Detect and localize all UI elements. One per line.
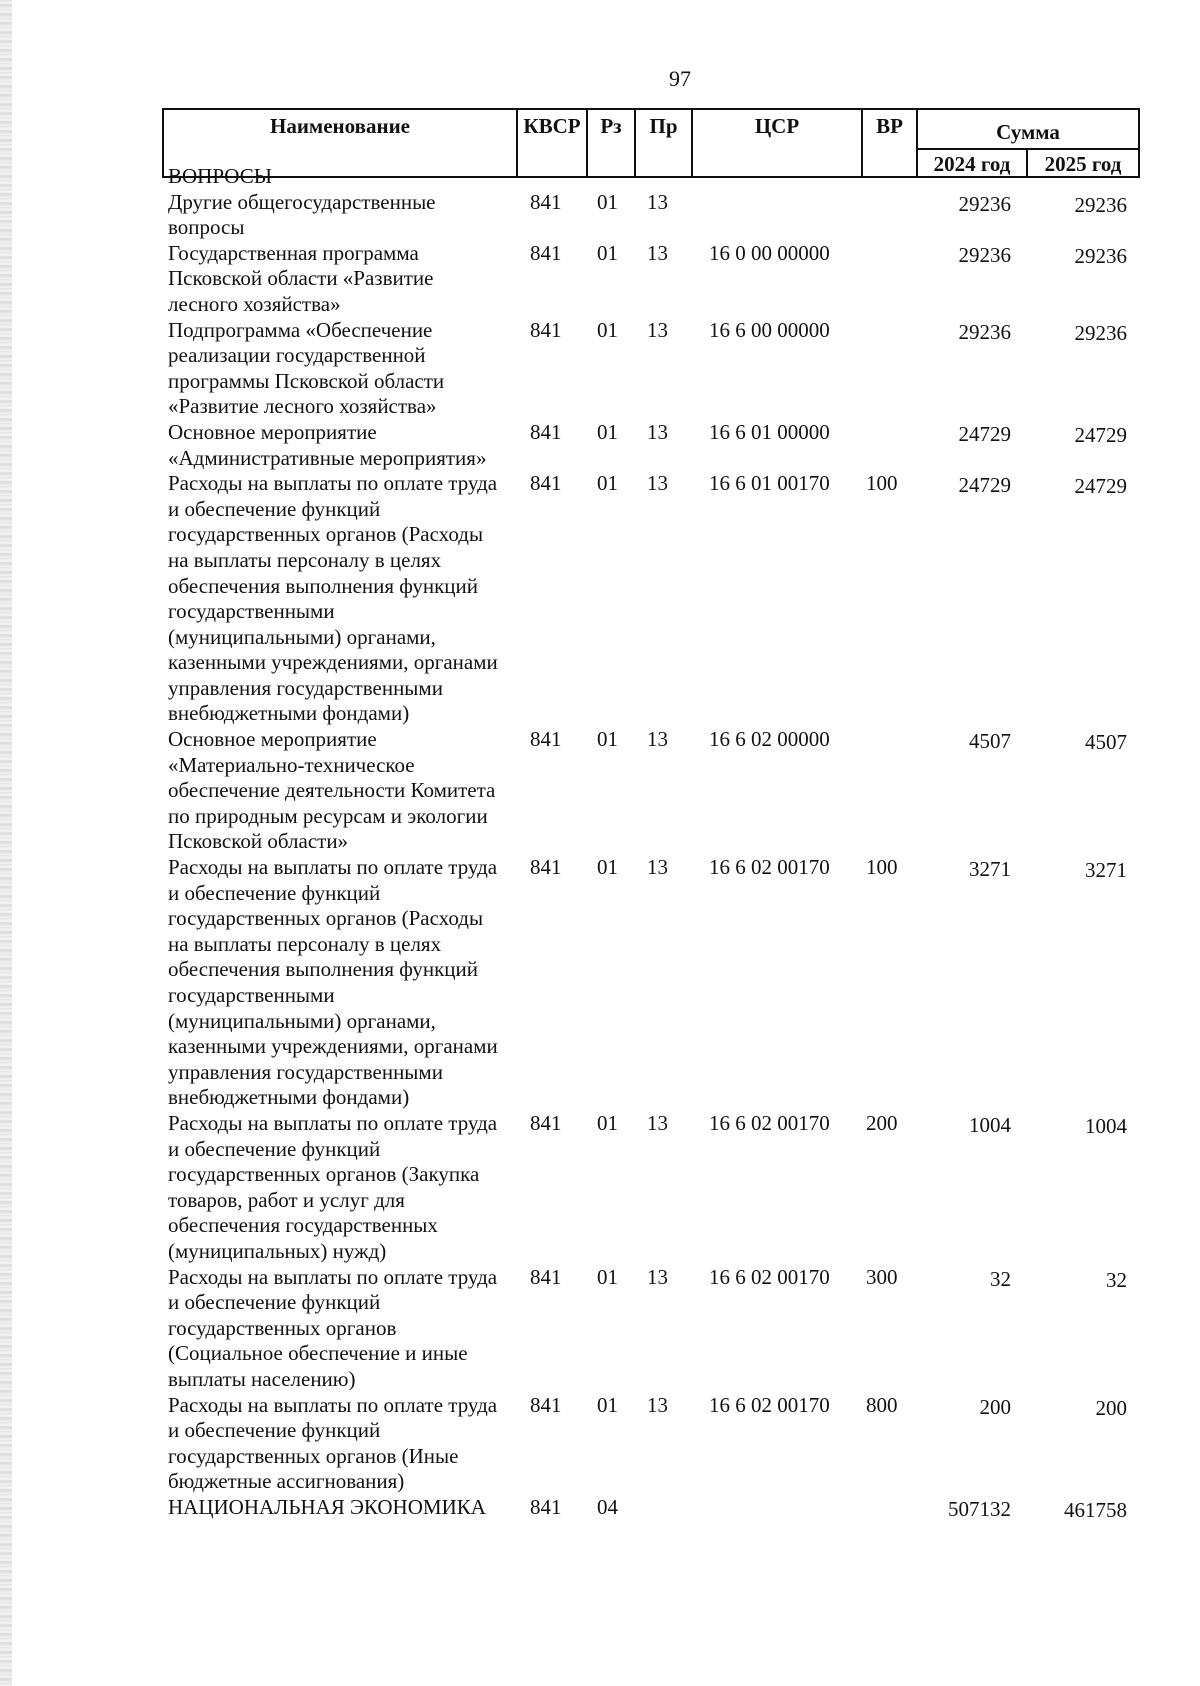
row-pr: 13 bbox=[647, 727, 668, 752]
row-csr: 16 6 02 00170 bbox=[709, 1264, 830, 1289]
row-csr: 16 6 02 00170 bbox=[709, 1110, 830, 1135]
row-pr: 13 bbox=[647, 1392, 668, 1417]
row-sum-2024: 29236 bbox=[958, 191, 1011, 216]
row-vr: 200 bbox=[866, 1110, 898, 1135]
table-row bbox=[0, 1495, 1200, 1521]
row-sum-2024: 24729 bbox=[958, 473, 1011, 498]
row-kvsr: 841 bbox=[530, 1110, 562, 1135]
row-rz: 01 bbox=[597, 727, 618, 752]
row-name: Другие общегосударственные вопросы bbox=[168, 189, 436, 240]
row-csr: 16 6 02 00170 bbox=[709, 855, 830, 880]
row-sum-2024: 4507 bbox=[969, 729, 1011, 754]
row-name: Расходы на выплаты по оплате труда и обеспечение функций государственных органов (Социальное обеспечение и иные выплаты населению) bbox=[168, 1264, 498, 1391]
row-name: Подпрограмма «Обеспечение реализации государственной программы Псковской области «Развитие лесного хозяйства» bbox=[168, 317, 445, 419]
row-rz: 01 bbox=[597, 855, 618, 880]
row-pr: 13 bbox=[647, 317, 668, 342]
row-csr: 16 6 01 00170 bbox=[709, 471, 830, 496]
row-rz: 01 bbox=[597, 419, 618, 444]
header-pr: Пр bbox=[635, 109, 692, 177]
row-sum-2024: 200 bbox=[979, 1394, 1011, 1419]
row-pr: 13 bbox=[647, 1110, 668, 1135]
row-sum-2025: 29236 bbox=[1074, 243, 1127, 268]
row-sum-2025: 200 bbox=[1095, 1395, 1127, 1420]
row-rz: 01 bbox=[597, 189, 618, 214]
table-row bbox=[0, 855, 1200, 1111]
row-rz: 01 bbox=[597, 317, 618, 342]
row-kvsr: 841 bbox=[530, 855, 562, 880]
header-rz: Рз bbox=[587, 109, 635, 177]
row-rz: 01 bbox=[597, 1392, 618, 1417]
row-sum-2025: 461758 bbox=[1064, 1497, 1127, 1522]
table-row bbox=[0, 1111, 1200, 1265]
row-kvsr: 841 bbox=[530, 1392, 562, 1417]
table-row bbox=[0, 190, 1200, 241]
row-kvsr: 841 bbox=[530, 189, 562, 214]
table-row bbox=[0, 164, 1200, 190]
table-row bbox=[0, 318, 1200, 420]
table-row bbox=[0, 471, 1200, 727]
row-csr: 16 0 00 00000 bbox=[709, 240, 830, 265]
table-row bbox=[0, 241, 1200, 318]
header-name: Наименование bbox=[163, 109, 517, 177]
row-csr: 16 6 01 00000 bbox=[709, 419, 830, 444]
header-csr: ЦСР bbox=[692, 109, 862, 177]
row-name: Расходы на выплаты по оплате труда и обеспечение функций государственных органов (Иные бюджетные ассигнования) bbox=[168, 1392, 498, 1494]
row-rz: 01 bbox=[597, 471, 618, 496]
row-kvsr: 841 bbox=[530, 1264, 562, 1289]
row-sum-2024: 32 bbox=[990, 1266, 1011, 1291]
row-vr: 300 bbox=[866, 1264, 898, 1289]
row-csr: 16 6 00 00000 bbox=[709, 317, 830, 342]
row-rz: 01 bbox=[597, 1110, 618, 1135]
row-name: Расходы на выплаты по оплате труда и обеспечение функций государственных органов (Закупка товаров, работ и услуг для обеспечения государственных (муниципальных) нужд) bbox=[168, 1110, 498, 1263]
row-csr: 16 6 02 00170 bbox=[709, 1392, 830, 1417]
row-sum-2024: 3271 bbox=[969, 857, 1011, 882]
row-name: Основное мероприятие «Материально-техническое обеспечение деятельности Комитета по природным ресурсам и экологии Псковской области» bbox=[168, 727, 496, 854]
row-pr: 13 bbox=[647, 240, 668, 265]
row-rz: 01 bbox=[597, 240, 618, 265]
row-csr: 16 6 02 00000 bbox=[709, 727, 830, 752]
row-kvsr: 841 bbox=[530, 471, 562, 496]
row-sum-2024: 1004 bbox=[969, 1112, 1011, 1137]
table-row bbox=[0, 1393, 1200, 1495]
row-pr: 13 bbox=[647, 1264, 668, 1289]
row-pr: 13 bbox=[647, 855, 668, 880]
row-pr: 13 bbox=[647, 471, 668, 496]
table-row bbox=[0, 727, 1200, 855]
row-vr: 100 bbox=[866, 471, 898, 496]
row-sum-2025: 4507 bbox=[1085, 730, 1127, 755]
row-sum-2024: 29236 bbox=[958, 319, 1011, 344]
header-sum: Сумма bbox=[917, 109, 1139, 149]
row-kvsr: 841 bbox=[530, 317, 562, 342]
row-name: ВОПРОСЫ bbox=[168, 164, 273, 188]
row-pr: 13 bbox=[647, 189, 668, 214]
row-rz: 04 bbox=[597, 1494, 618, 1519]
table-body bbox=[0, 164, 1200, 1520]
row-kvsr: 841 bbox=[530, 419, 562, 444]
row-sum-2024: 507132 bbox=[948, 1496, 1011, 1521]
header-kvsr: КВСР bbox=[517, 109, 587, 177]
row-kvsr: 841 bbox=[530, 1494, 562, 1519]
header-2024: 2024 год bbox=[917, 149, 1027, 177]
row-sum-2025: 3271 bbox=[1085, 858, 1127, 883]
row-sum-2025: 24729 bbox=[1074, 422, 1127, 447]
row-pr: 13 bbox=[647, 419, 668, 444]
row-sum-2025: 29236 bbox=[1074, 192, 1127, 217]
row-sum-2024: 29236 bbox=[958, 242, 1011, 267]
row-kvsr: 841 bbox=[530, 240, 562, 265]
row-sum-2025: 24729 bbox=[1074, 474, 1127, 499]
row-name: Расходы на выплаты по оплате труда и обеспечение функций государственных органов (Расходы на выплаты персоналу в целях обеспечения выполнения функций государственными (муниципальными) органами, казенными учреждениями, органами управления государственными внебюджетными фондами) bbox=[168, 471, 498, 726]
row-sum-2024: 24729 bbox=[958, 421, 1011, 446]
row-rz: 01 bbox=[597, 1264, 618, 1289]
row-name: Расходы на выплаты по оплате труда и обеспечение функций государственных органов (Расходы на выплаты персоналу в целях обеспечения выполнения функций государственными (муниципальными) органами, казенными учреждениями, органами управления государственными внебюджетными фондами) bbox=[168, 855, 498, 1110]
row-sum-2025: 1004 bbox=[1085, 1113, 1127, 1138]
row-name: НАЦИОНАЛЬНАЯ ЭКОНОМИКА bbox=[168, 1494, 486, 1519]
table-row bbox=[0, 420, 1200, 471]
row-name: Основное мероприятие «Административные мероприятия» bbox=[168, 419, 487, 470]
row-name: Государственная программа Псковской области «Развитие лесного хозяйства» bbox=[168, 240, 434, 316]
row-kvsr: 841 bbox=[530, 727, 562, 752]
row-vr: 100 bbox=[866, 855, 898, 880]
row-sum-2025: 32 bbox=[1106, 1267, 1127, 1292]
row-sum-2025: 29236 bbox=[1074, 320, 1127, 345]
row-vr: 800 bbox=[866, 1392, 898, 1417]
header-2025: 2025 год bbox=[1027, 149, 1139, 177]
page-number: 97 bbox=[669, 66, 691, 91]
header-vr: ВР bbox=[862, 109, 917, 177]
table-row bbox=[0, 1265, 1200, 1393]
